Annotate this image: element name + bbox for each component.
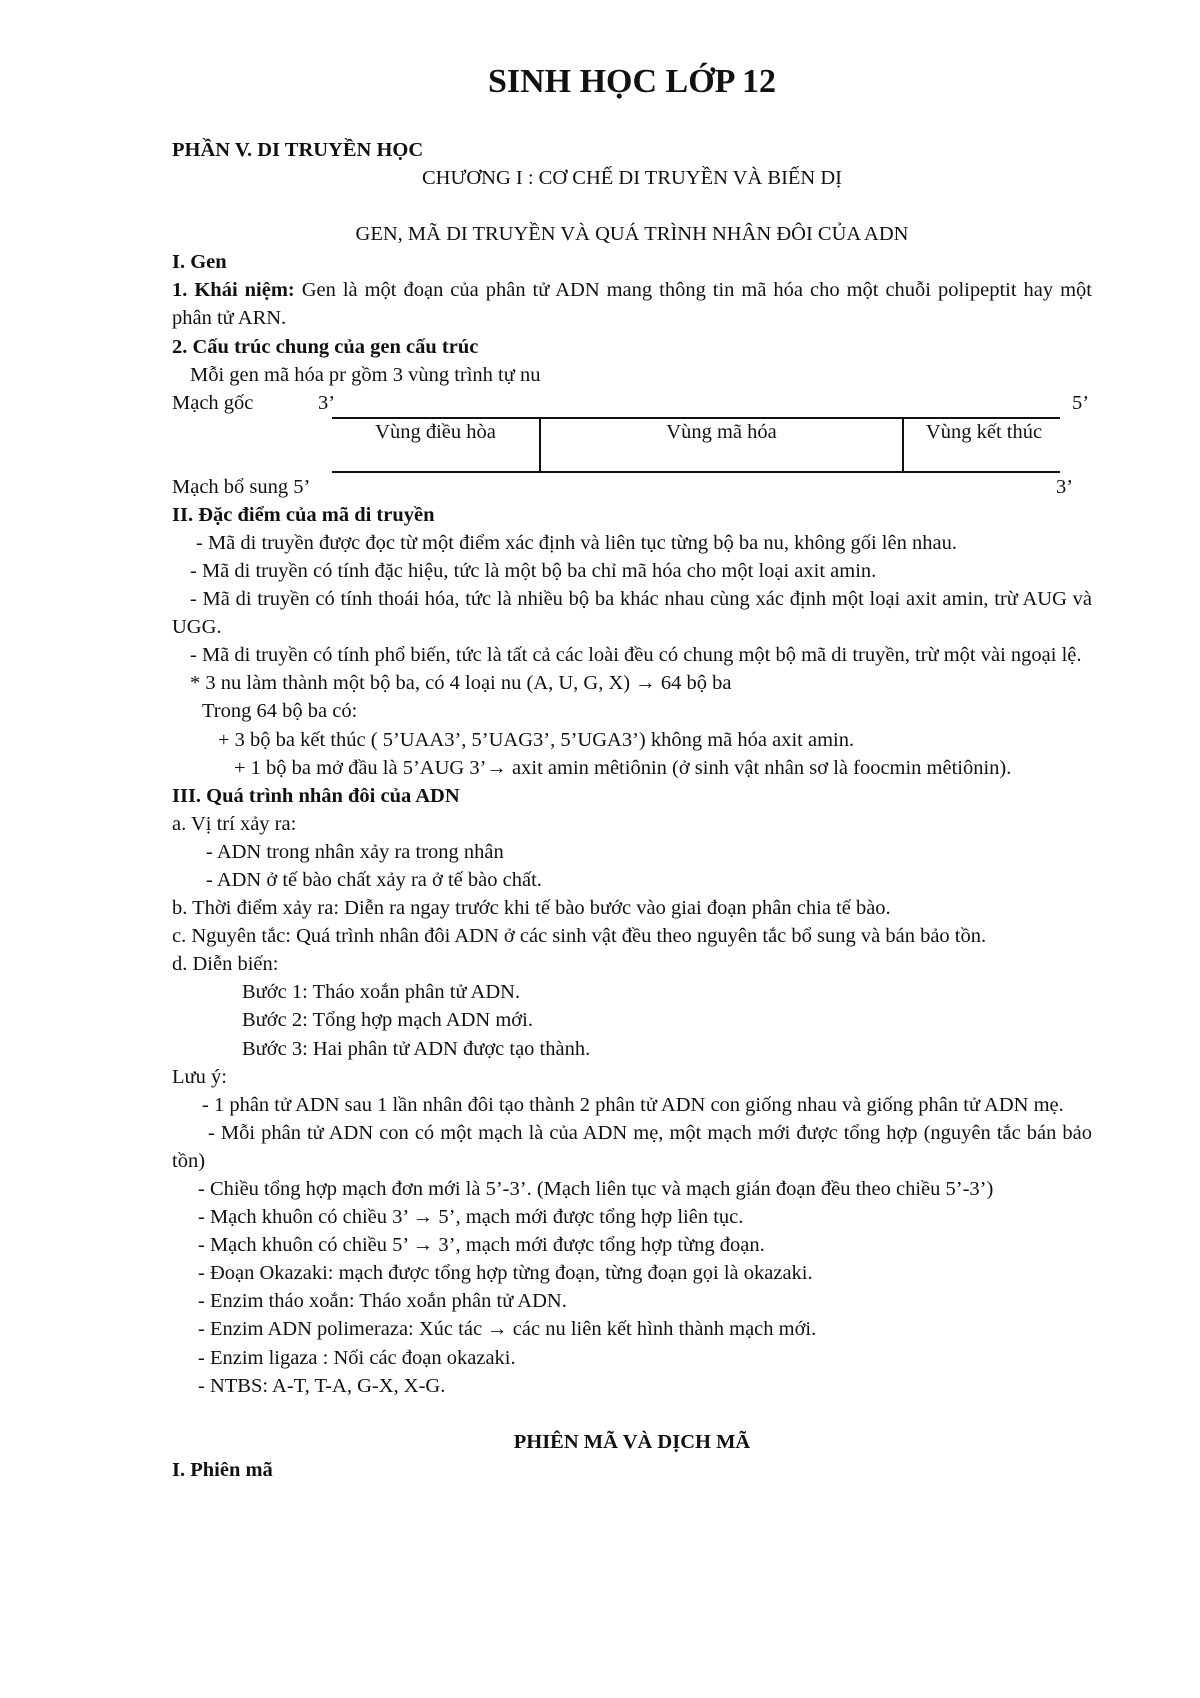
replication-line: a. Vị trí xảy ra: [172, 812, 297, 835]
replication-step: Bước 1: Tháo xoắn phân tử ADN. [242, 981, 521, 1004]
complement-strand-3-end: 3’ [1056, 475, 1074, 498]
code-line: - Mã di truyền có tính thoái hóa, tức là nhiều bộ ba khác nhau cùng xác định một loại axit amin, trừ AUG và UGG. [172, 588, 1092, 639]
replication-line: - ADN trong nhân xảy ra trong nhân [206, 840, 504, 863]
section-heading-code: II. Đặc điểm của mã di truyền [172, 503, 435, 526]
concept-text: Gen là một đoạn của phân tử ADN mang thông tin mã hóa cho một chuỗi polipeptit hay một phân tử ARN. [172, 279, 1092, 330]
lesson-title: GEN, MÃ DI TRUYỀN VÀ QUÁ TRÌNH NHÂN ĐÔI CỦA ADN [355, 223, 909, 246]
code-line: - Mã di truyền có tính đặc hiệu, tức là một bộ ba chỉ mã hóa cho một loại axit amin. [190, 559, 877, 582]
template-strand-5-end: 5’ [1072, 391, 1090, 414]
template-strand-3-end: 3’ [318, 391, 336, 414]
replication-note: - NTBS: A-T, T-A, G-X, X-G. [198, 1374, 446, 1397]
complement-strand-label: Mạch bổ sung 5’ [172, 475, 311, 498]
replication-note: - 1 phân tử ADN sau 1 lần nhân đôi tạo thành 2 phân tử ADN con giống nhau và giống phân tử ADN mẹ. [202, 1093, 1064, 1116]
code-line: + 3 bộ ba kết thúc ( 5’UAA3’, 5’UAG3’, 5’UGA3’) không mã hóa axit amin. [218, 728, 855, 751]
code-line: Trong 64 bộ ba có: [202, 700, 358, 723]
document-title: SINH HỌC LỚP 12 [487, 63, 777, 100]
replication-line: d. Diễn biến: [172, 953, 279, 976]
replication-step: Bước 3: Hai phân tử ADN được tạo thành. [242, 1037, 591, 1060]
coding-zone: Vùng mã hóa [666, 420, 777, 443]
replication-note: - Mỗi phân tử ADN con có một mạch là của ADN mẹ, một mạch mới được tổng hợp (nguyên tắc bán bảo tồn) [172, 1121, 1092, 1172]
replication-line: c. Nguyên tắc: Quá trình nhân đôi ADN ở các sinh vật đều theo nguyên tắc bổ sung và bán bảo tồn. [172, 925, 987, 948]
code-line: + 1 bộ ba mở đầu là 5’AUG 3’→ axit amin mêtiônin (ở sinh vật nhân sơ là foocmin mêtiônin). [234, 756, 1012, 779]
complement-strand-line [332, 471, 1060, 473]
replication-note: - Mạch khuôn có chiều 5’ → 3’, mạch mới được tổng hợp từng đoạn. [198, 1234, 765, 1257]
spacer [172, 1400, 1092, 1428]
replication-note-label: Lưu ý: [172, 1065, 227, 1088]
zone-divider [902, 417, 904, 473]
section-heading-transcription: I. Phiên mã [172, 1458, 273, 1481]
replication-line: b. Thời điểm xảy ra: Diễn ra ngay trước khi tế bào bước vào giai đoạn phân chia tế bào. [172, 897, 891, 920]
spacer [172, 192, 1092, 220]
replication-line: - ADN ở tế bào chất xảy ra ở tế bào chất. [206, 868, 542, 891]
code-line: - Mã di truyền được đọc từ một điểm xác định và liên tục từng bộ ba nu, không gối lên nhau. [196, 531, 957, 554]
replication-step: Bước 2: Tổng hợp mạch ADN mới. [242, 1009, 533, 1032]
replication-note: - Enzim tháo xoắn: Tháo xoắn phân tử ADN. [198, 1290, 567, 1313]
structure-heading: 2. Cấu trúc chung của gen cấu trúc [172, 335, 479, 358]
replication-note: - Enzim ADN polimeraza: Xúc tác → các nu liên kết hình thành mạch mới. [198, 1318, 817, 1341]
part-heading: PHẦN V. DI TRUYỀN HỌC [172, 139, 424, 161]
gene-structure-diagram [172, 389, 1092, 519]
replication-note: - Enzim ligaza : Nối các đoạn okazaki. [198, 1346, 516, 1369]
code-line: - Mã di truyền có tính phổ biến, tức là tất cả các loài đều có chung một bộ mã di truyền, trừ một vài ngoại lệ. [190, 644, 1082, 667]
replication-note: - Mạch khuôn có chiều 3’ → 5’, mạch mới được tổng hợp liên tục. [198, 1206, 744, 1229]
lesson-title-transcription: PHIÊN MÃ VÀ DỊCH MÃ [513, 1430, 751, 1453]
replication-note: - Đoạn Okazaki: mạch được tổng hợp từng đoạn, từng đoạn gọi là okazaki. [198, 1262, 813, 1285]
termination-zone: Vùng kết thúc [925, 420, 1043, 443]
structure-intro: Mỗi gen mã hóa pr gồm 3 vùng trình tự nu [190, 363, 541, 386]
concept-label: 1. Khái niệm: [172, 279, 295, 302]
concept-paragraph [172, 276, 1092, 332]
regulatory-zone: Vùng điều hòa [375, 420, 496, 443]
section-heading-replication: III. Quá trình nhân đôi của ADN [172, 784, 460, 807]
code-line: * 3 nu làm thành một bộ ba, có 4 loại nu (A, U, G, X) → 64 bộ ba [190, 672, 732, 695]
chapter-heading: CHƯƠNG I : CƠ CHẾ DI TRUYỀN VÀ BIẾN DỊ [421, 167, 842, 190]
replication-note: - Chiều tổng hợp mạch đơn mới là 5’-3’. (Mạch liên tục và mạch gián đoạn đều theo chiều 5’-3’) [198, 1178, 994, 1200]
template-strand-label: Mạch gốc [172, 391, 254, 414]
section-heading-gen: I. Gen [172, 251, 227, 274]
